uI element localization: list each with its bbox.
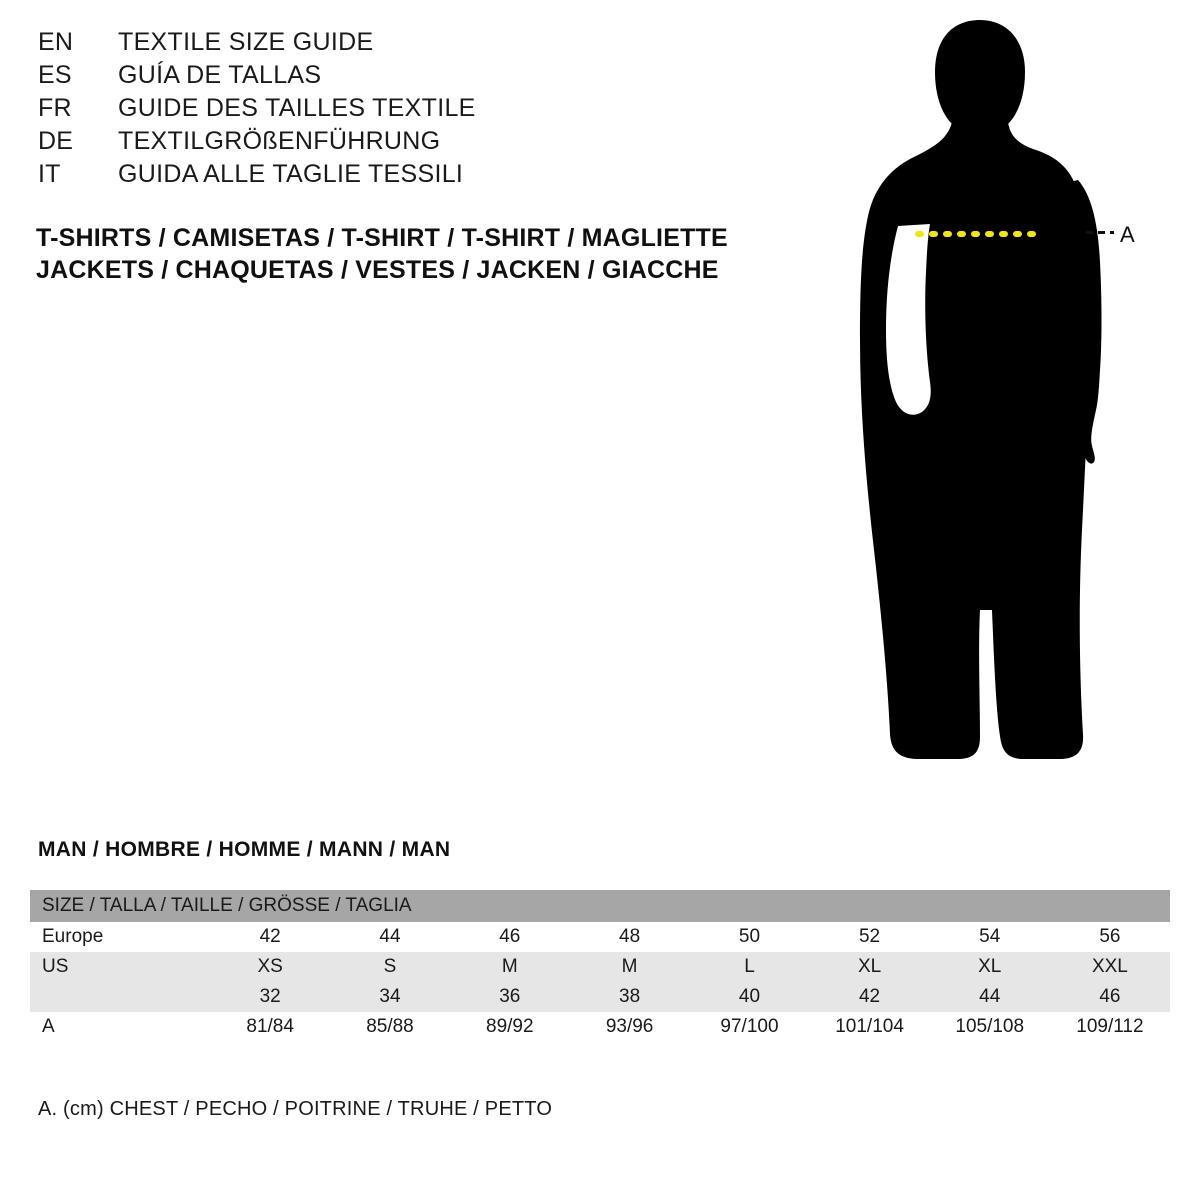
cell-usnum-1: 34 bbox=[330, 982, 450, 1012]
cell-us-1: S bbox=[330, 952, 450, 982]
section-title-man: MAN / HOMBRE / HOMME / MANN / MAN bbox=[38, 838, 451, 861]
cell-europe-7: 56 bbox=[1050, 922, 1170, 952]
row-label-europe: Europe bbox=[30, 922, 210, 952]
table-row bbox=[30, 922, 1170, 952]
chest-footnote: A. (cm) CHEST / PECHO / POITRINE / TRUHE / PETTO bbox=[38, 1098, 553, 1120]
language-text-it: GUIDA ALLE TAGLIE TESSILI bbox=[118, 160, 464, 188]
garment-category-list bbox=[36, 222, 796, 286]
cell-usnum-4: 40 bbox=[690, 982, 810, 1012]
cell-usnum-6: 44 bbox=[930, 982, 1050, 1012]
cell-usnum-7: 46 bbox=[1050, 982, 1170, 1012]
silhouette-shape bbox=[860, 20, 1102, 759]
table-row bbox=[30, 1012, 1170, 1042]
row-label-a: A bbox=[30, 1012, 210, 1042]
language-code-de: DE bbox=[38, 127, 74, 155]
cell-a-4: 97/100 bbox=[690, 1012, 810, 1042]
cell-a-3: 93/96 bbox=[570, 1012, 690, 1042]
language-text-en: TEXTILE SIZE GUIDE bbox=[118, 28, 374, 56]
row-label-us-numeric bbox=[30, 982, 210, 1012]
cell-us-0: XS bbox=[210, 952, 330, 982]
language-text-es: GUÍA DE TALLAS bbox=[118, 61, 322, 89]
cell-us-7: XXL bbox=[1050, 952, 1170, 982]
language-text-fr: GUIDE DES TAILLES TEXTILE bbox=[118, 94, 476, 122]
cell-usnum-3: 38 bbox=[570, 982, 690, 1012]
language-list bbox=[38, 28, 758, 193]
cell-a-2: 89/92 bbox=[450, 1012, 570, 1042]
cell-europe-5: 52 bbox=[809, 922, 929, 952]
language-row-es bbox=[38, 61, 758, 94]
cell-a-6: 105/108 bbox=[930, 1012, 1050, 1042]
language-code-en: EN bbox=[38, 28, 74, 56]
cell-a-7: 109/112 bbox=[1050, 1012, 1170, 1042]
cell-europe-3: 48 bbox=[570, 922, 690, 952]
cell-europe-0: 42 bbox=[210, 922, 330, 952]
cell-us-3: M bbox=[570, 952, 690, 982]
chest-measure-label: A bbox=[1120, 222, 1135, 247]
cell-europe-2: 46 bbox=[450, 922, 570, 952]
table-row bbox=[30, 952, 1170, 982]
man-silhouette-figure bbox=[840, 10, 1170, 800]
cell-usnum-0: 32 bbox=[210, 982, 330, 1012]
measure-leader-line bbox=[1086, 231, 1114, 234]
cell-a-1: 85/88 bbox=[330, 1012, 450, 1042]
garment-line-tshirts: T-SHIRTS / CAMISETAS / T-SHIRT / T-SHIRT / MAGLIETTE bbox=[36, 224, 728, 252]
language-row-it bbox=[38, 160, 758, 193]
cell-us-4: L bbox=[690, 952, 810, 982]
cell-europe-6: 54 bbox=[930, 922, 1050, 952]
language-row-de bbox=[38, 127, 758, 160]
language-row-en bbox=[38, 28, 758, 61]
language-code-es: ES bbox=[38, 61, 72, 89]
table-header-row bbox=[30, 890, 1170, 922]
cell-usnum-5: 42 bbox=[809, 982, 929, 1012]
language-code-fr: FR bbox=[38, 94, 72, 122]
cell-europe-4: 50 bbox=[690, 922, 810, 952]
cell-europe-1: 44 bbox=[330, 922, 450, 952]
cell-a-0: 81/84 bbox=[210, 1012, 330, 1042]
cell-us-5: XL bbox=[809, 952, 929, 982]
table-header-label: SIZE / TALLA / TAILLE / GRÖSSE / TAGLIA bbox=[30, 890, 1170, 922]
cell-usnum-2: 36 bbox=[450, 982, 570, 1012]
language-text-de: TEXTILGRÖßENFÜHRUNG bbox=[118, 127, 441, 155]
row-label-us: US bbox=[30, 952, 210, 982]
cell-a-5: 101/104 bbox=[809, 1012, 929, 1042]
language-row-fr bbox=[38, 94, 758, 127]
cell-us-2: M bbox=[450, 952, 570, 982]
size-table bbox=[30, 890, 1170, 1042]
cell-us-6: XL bbox=[930, 952, 1050, 982]
language-code-it: IT bbox=[38, 160, 61, 188]
garment-line-jackets: JACKETS / CHAQUETAS / VESTES / JACKEN / GIACCHE bbox=[36, 256, 719, 284]
table-row bbox=[30, 982, 1170, 1012]
